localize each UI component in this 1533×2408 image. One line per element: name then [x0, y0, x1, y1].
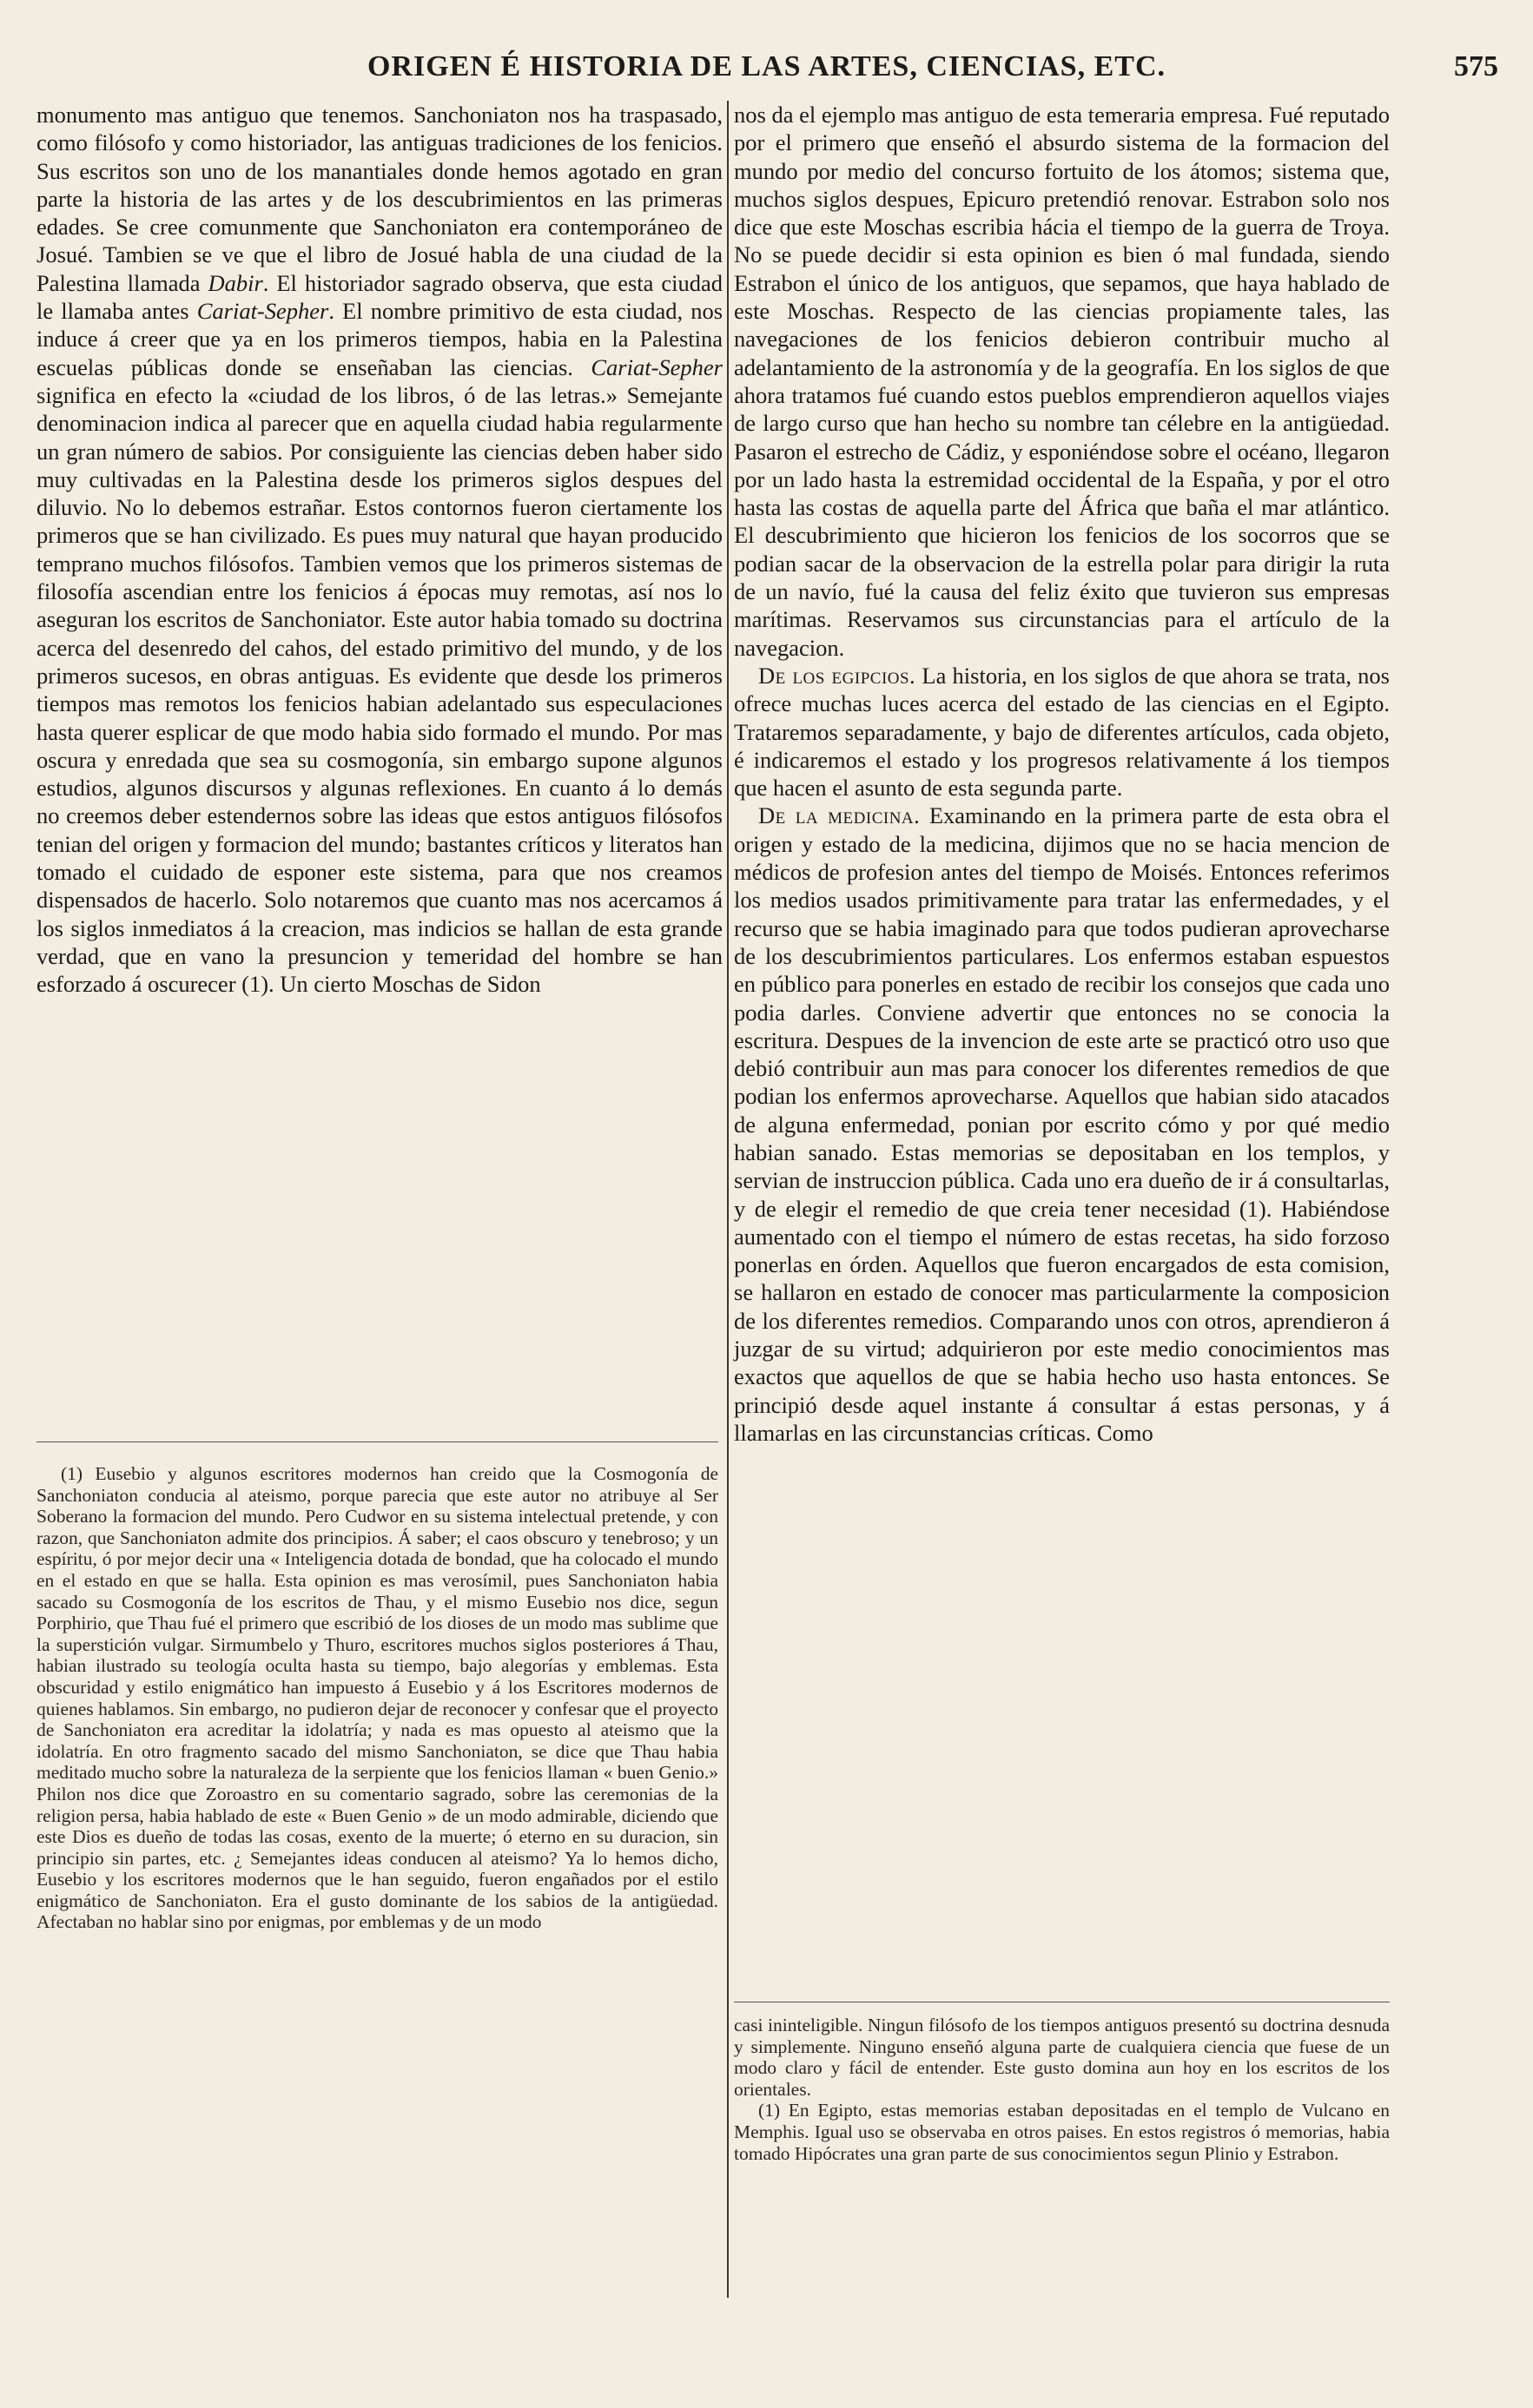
footnotes-right [734, 2015, 1390, 2164]
left-column [36, 101, 723, 999]
right-column [734, 101, 1390, 1447]
italic-term: Dabir [208, 269, 263, 296]
footnote: (1) Eusebio y algunos escritores modernos han creido que la Cosmogonía de Sanchoniaton conducia al ateismo, porque parecia que este autor no atribuye al Ser Soberano la formacion del mundo. Pero Cudwor en su sistema intelectual pretende, y con razon, que Sanchoniaton admite dos principios. Á saber; el caos obscuro y tenebroso; y un espíritu, ó por mejor decir una « Inteligencia dotada de bondad, que ha colocado el mundo en el estado en que se halla. Esta opinion es mas verosímil, pues Sanchoniaton habia sacado su Cosmogonía de los escritos de Thau, y el mismo Eusebio nos dice, segun Porphirio, que Thau fué el primero que escribió de los dioses de un modo mas sublime que la superstición vulgar. Sirmumbelo y Thuro, escritores muchos siglos posteriores á Thau, habian ilustrado su teología oculta hasta su tiempo, bajo alegorías y emblemas. Esta obscuridad y estilo enigmático han impuesto á Eusebio y á los Escritores modernos de quienes hablamos. Sin embargo, no pudieron dejar de reconocer y confesar que el proyecto de Sanchoniaton era acreditar la idolatría; y nada es mas opuesto al ateismo que la idolatría. En otro fragmento sacado del mismo Sanchoniaton, se dice que Thau habia meditado mucho sobre la naturaleza de la serpiente que los fenicios llaman « buen Genio.» Philon nos dice que Zoroastro en su comentario sagrado, sobre las ceremonias de la religion persa, habia hablado de este « Buen Genio » de un modo admirable, diciendo que este Dios es dueño de todas las cosas, exento de la muerte; ó eterno en su duracion, sin principio sin partes, etc. ¿ Semejantes ideas conducen al ateismo? Ya lo hemos dicho, Eusebio y los escritores modernos que le han seguido, fueron engañados por el estilo enigmático de Sanchoniaton. Era el gusto dominante de los sabios de la antigüedad. Afectaban no hablar sino por enigmas, por emblemas y de un modo [36, 1463, 718, 1933]
column-divider [727, 101, 729, 2298]
text-run: . El nombre primitivo de esta ciudad, nos induce á creer que ya en los primeros tiempos, habia en la Palestina escuelas públicas donde se enseñaban las ciencias. [36, 298, 724, 380]
text-run: significa en efecto la «ciudad de los libros, ó de las letras.» Semejante denominacion indica al parecer que en aquella ciudad habia regularmente un gran número de sabios. Por consiguiente las ciencias deben haber sido muy cultivadas en la Palestina desde los primeros siglos despues del diluvio. No lo debemos estrañar. Estos contornos fueron ciertamente los primeros que se han civilizado. Es pues muy natural que hayan producido temprano muchos filósofos. Tambien vemos que los primeros sistemas de filosofía ascendian entre los fenicios á épocas muy remotas, así nos lo aseguran los escritos de Sanchoniator. Este autor habia tomado su doctrina acerca del desenredo del cahos, del estado primitivo del mundo, y de los primeros sucesos, en obras antiguas. Es evidente que desde los primeros tiempos mas remotos los fenicios habian adelantado sus especulaciones hasta querer esplicar de que modo habia sido formado el mundo. Por mas oscura y enredada que sea su cosmogonía, sin embargo supone algunos estudios, algunos discursos y algunas reflexiones. En cuanto á lo demás no creemos deber estendernos sobre las ideas que estos antiguos filósofos tenian del origen y formacion del mundo; bastantes críticos y literatos han tomado el cuidado de esponer este sistema, para que nos creamos dispensados de hacerlo. Solo notaremos que cuanto mas nos acercamos á los siglos inmediatos á la creacion, mas indicios se hallan de esta grande verdad, que en vano la presuncion y temeridad del hombre se han esforzado á oscurecer (1). Un cierto Moschas de Sidon [36, 381, 723, 998]
right-paragraph: nos da el ejemplo mas antiguo de esta temeraria empresa. Fué reputado por el primero que enseñó el absurdo sistema de la formacion del mundo por medio del concurso fortuito de los átomos; sistema que, muchos siglos despues, Epicuro pretendió renovar. Estrabon solo nos dice que este Moschas escribia hácia el tiempo de la guerra de Troya. No se puede decidir si esta opinion es bien ó mal fundada, siendo Estrabon el único de los antiguos, que sepamos, que haya hablado de este Moschas. Respecto de las ciencias propiamente tales, las navegaciones de los fenicios debieron contribuir mucho al adelantamiento de la astronomía y de la geografía. En los siglos de que ahora tratamos fué cuando estos pueblos emprendieron aquellos viajes de largo curso que han hecho su nombre tan célebre en la antigüedad. Pasaron el estrecho de Cádiz, y esponiéndose sobre el océano, llegaron por un lado hasta la estremidad occidental de la España, y por el otro hasta las costas de aquella parte del África que baña el mar atlántico. El descubrimiento que hicieron los fenicios de los socorros que se podian sacar de la observacion de la estrella polar para dirigir la ruta de un navío, fué la causa del feliz éxito que tuvieron sus empresas marítimas. Reservamos sus circunstancias para el artículo de la navegacion. [734, 102, 1390, 661]
footnote: (1) En Egipto, estas memorias estaban depositadas en el templo de Vulcano en Memphis. Igual uso se observaba en otros paises. En estos registros ó memorias, habia tomado Hipócrates una gran parte de sus conocimientos segun Plinio y Estrabon. [734, 2100, 1390, 2164]
text-run: . El historiador sagrado observa, que esta ciudad le llamaba antes [36, 269, 723, 325]
text-run: monumento mas antiguo que tenemos. Sanchoniaton nos ha traspasado, como filósofo y como historiador, las antiguas tradiciones de los fenicios. Sus escritos son uno de los manantiales donde hemos agotado en gran parte la historia de las artes y de los descubrimientos en las primeras edades. Se cree comunmente que Sanchoniaton era contemporáneo de Josué. Tambien se ve que el libro de Josué habla de una ciudad de la Palestina llamada [36, 102, 723, 296]
footnote-continuation: casi ininteligible. Ningun filósofo de los tiempos antiguos presentó su doctrina desnuda y simplemente. Ninguno enseñó alguna parte de cualquiera ciencia que fuese de un modo claro y fácil de entender. Este gusto domina aun hoy en los escritos de los orientales. [734, 2015, 1390, 2100]
text-run: La historia, en los siglos de que ahora se trata, nos ofrece muchas luces acerca del estado de las ciencias en el Egipto. Trataremos separadamente, y bajo de diferentes artículos, cada objeto, é indicaremos el estado y los progresos relativamente á los tiempos que hacen el asunto de esta segunda parte. [734, 662, 1390, 802]
left-paragraph [36, 101, 723, 999]
section-medicina [734, 802, 1390, 1447]
section-heading: De los egipcios. [758, 662, 916, 689]
section-egipcios [734, 662, 1390, 802]
running-title: ORIGEN É HISTORIA DE LAS ARTES, CIENCIAS, ETC. [367, 50, 1166, 82]
text-run: Examinando en la primera parte de esta obra el origen y estado de la medicina, dijimos que no se hacia mencion de médicos de profesion antes del tiempo de Moisés. Entonces referimos los medios usados primitivamente para tratar las enfermedades, y el recurso que se habia imaginado para que todos pudieran aprovecharse de los descubrimientos particulares. Los enfermos estaban espuestos en público para ponerles en estado de recibir los consejos que cada uno podia darles. Conviene advertir que entonces no se conocia la escritura. Despues de la invencion de este arte se practicó otro uso que debió contribuir aun mas para conocer los diferentes remedios de que podian los enfermos aprovecharse. Aquellos que habian sido atacados de alguna enfermedad, ponian por escrito cómo y por qué medio habian sanado. Estas memorias se depositaban en los templos, y servian de instruccion pública. Cada uno era dueño de ir á consultarlas, y de elegir el remedio de que creia tener necesidad (1). Habiéndose aumentado con el tiempo el número de estas recetas, ha sido forzoso ponerlas en órden. Aquellos que fueron encargados de esta comision, se hallaron en estado de conocer mas particularmente la composicion de los diferentes remedios. Comparando unos con otros, aprendieron á juzgar de su virtud; adquirieron por este medio conocimientos mas exactos que aquellos de que se habia hecho uso hasta entonces. Se principió desde aquel instante á consultar á estas personas, y á llamarlas en las circunstancias críticas. Como [734, 802, 1391, 1446]
italic-term: Cariat-Sepher [196, 298, 329, 325]
footnotes-left [36, 1463, 718, 1933]
page-number: 575 [1454, 50, 1498, 82]
italic-term: Cariat-Sepher [591, 353, 723, 380]
section-heading: De la medicina. [758, 802, 921, 829]
page-header [35, 50, 1498, 94]
